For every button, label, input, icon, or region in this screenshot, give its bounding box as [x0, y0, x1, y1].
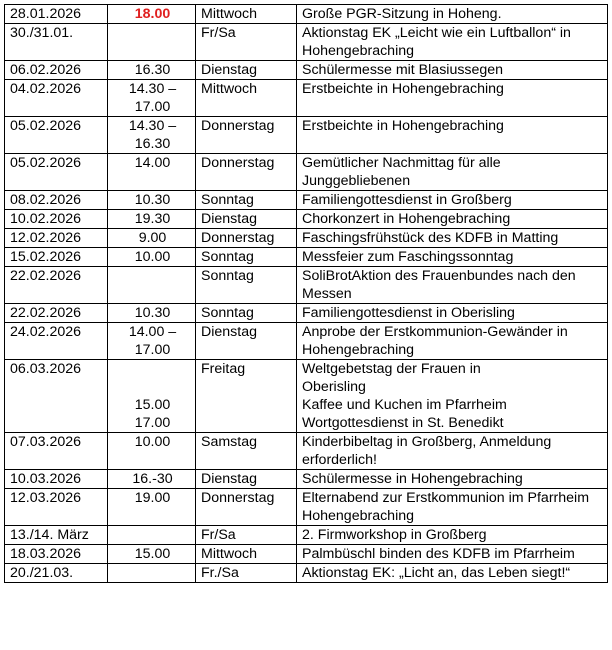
date-cell: 12.02.2026 — [5, 229, 108, 248]
time-cell: 14.30 – 16.30 — [108, 117, 196, 154]
time-cell: 10.00 — [108, 433, 196, 470]
date-cell: 04.02.2026 — [5, 80, 108, 117]
event-cell: Gemütlicher Nachmittag für alle Junggebliebenen — [297, 154, 608, 191]
date-cell: 07.03.2026 — [5, 433, 108, 470]
date-cell: 13./14. März — [5, 526, 108, 545]
date-cell: 10.02.2026 — [5, 210, 108, 229]
time-cell: 9.00 — [108, 229, 196, 248]
date-cell: 08.02.2026 — [5, 191, 108, 210]
time-cell — [108, 360, 196, 433]
time-cell: 10.30 — [108, 191, 196, 210]
table-row — [5, 24, 608, 61]
schedule-body — [5, 5, 608, 583]
event-cell: Große PGR-Sitzung in Hoheng. — [297, 5, 608, 24]
weekday-cell: Dienstag — [196, 470, 297, 489]
table-row — [5, 489, 608, 526]
weekday-cell: Dienstag — [196, 61, 297, 80]
date-cell: 06.03.2026 — [5, 360, 108, 433]
event-cell: Schülermesse mit Blasiussegen — [297, 61, 608, 80]
event-cell: Faschingsfrühstück des KDFB in Matting — [297, 229, 608, 248]
time-line: 17.00 — [134, 415, 171, 431]
table-row — [5, 360, 608, 433]
table-row — [5, 267, 608, 304]
time-line — [113, 378, 192, 396]
table-row — [5, 248, 608, 267]
time-cell — [108, 526, 196, 545]
time-cell: 10.30 — [108, 304, 196, 323]
table-row — [5, 526, 608, 545]
table-row — [5, 210, 608, 229]
table-row — [5, 304, 608, 323]
event-line: Weltgebetstag der Frauen in — [302, 361, 481, 377]
table-row — [5, 80, 608, 117]
event-cell: Aktionstag EK: „Licht an, das Leben siegt!“ — [297, 564, 608, 583]
event-cell: Palmbüschl binden des KDFB im Pfarrheim — [297, 545, 608, 564]
event-cell: Schülermesse in Hohengebraching — [297, 470, 608, 489]
table-row — [5, 229, 608, 248]
weekday-cell: Sonntag — [196, 248, 297, 267]
time-line: 15.00 — [134, 397, 171, 413]
event-line: Wortgottesdienst in St. Benedikt — [302, 415, 504, 431]
time-cell: 14.00 — [108, 154, 196, 191]
date-cell: 05.02.2026 — [5, 117, 108, 154]
date-cell: 22.02.2026 — [5, 267, 108, 304]
table-row — [5, 191, 608, 210]
date-cell: 18.03.2026 — [5, 545, 108, 564]
time-cell: 16.-30 — [108, 470, 196, 489]
event-cell: Messfeier zum Faschingssonntag — [297, 248, 608, 267]
weekday-cell: Dienstag — [196, 210, 297, 229]
time-cell: 18.00 — [108, 5, 196, 24]
event-cell: Elternabend zur Erstkommunion im Pfarrheim Hohengebraching — [297, 489, 608, 526]
event-cell: Erstbeichte in Hohengebraching — [297, 80, 608, 117]
date-cell: 12.03.2026 — [5, 489, 108, 526]
time-cell: 15.00 — [108, 545, 196, 564]
table-row — [5, 323, 608, 360]
table-row — [5, 117, 608, 154]
table-row — [5, 154, 608, 191]
table-row — [5, 564, 608, 583]
table-row — [5, 470, 608, 489]
date-cell: 30./31.01. — [5, 24, 108, 61]
table-row — [5, 5, 608, 24]
time-cell — [108, 564, 196, 583]
time-cell: 14.30 – 17.00 — [108, 80, 196, 117]
weekday-cell: Donnerstag — [196, 489, 297, 526]
weekday-cell: Fr/Sa — [196, 24, 297, 61]
weekday-cell: Sonntag — [196, 267, 297, 304]
weekday-cell: Samstag — [196, 433, 297, 470]
weekday-cell: Freitag — [196, 360, 297, 433]
weekday-cell: Dienstag — [196, 323, 297, 360]
schedule-table — [4, 4, 608, 583]
event-cell: Familiengottesdienst in Oberisling — [297, 304, 608, 323]
weekday-cell: Sonntag — [196, 191, 297, 210]
weekday-cell: Donnerstag — [196, 154, 297, 191]
table-row — [5, 433, 608, 470]
table-row — [5, 545, 608, 564]
weekday-cell: Sonntag — [196, 304, 297, 323]
weekday-cell: Donnerstag — [196, 117, 297, 154]
event-cell: Familiengottesdienst in Großberg — [297, 191, 608, 210]
time-cell: 10.00 — [108, 248, 196, 267]
time-cell: 19.00 — [108, 489, 196, 526]
event-cell: Erstbeichte in Hohengebraching — [297, 117, 608, 154]
weekday-cell: Donnerstag — [196, 229, 297, 248]
event-cell — [297, 360, 608, 433]
time-cell: 19.30 — [108, 210, 196, 229]
date-cell: 10.03.2026 — [5, 470, 108, 489]
event-line: Kaffee und Kuchen im Pfarrheim — [302, 397, 507, 413]
event-cell: Kinderbibeltag in Großberg, Anmeldung erforderlich! — [297, 433, 608, 470]
event-line: Oberisling — [302, 379, 366, 395]
date-cell: 28.01.2026 — [5, 5, 108, 24]
date-cell: 15.02.2026 — [5, 248, 108, 267]
date-cell: 06.02.2026 — [5, 61, 108, 80]
weekday-cell: Fr./Sa — [196, 564, 297, 583]
weekday-cell: Fr/Sa — [196, 526, 297, 545]
event-cell: Anprobe der Erstkommunion-Gewänder in Hohengebraching — [297, 323, 608, 360]
date-cell: 20./21.03. — [5, 564, 108, 583]
date-cell: 24.02.2026 — [5, 323, 108, 360]
date-cell: 05.02.2026 — [5, 154, 108, 191]
weekday-cell: Mittwoch — [196, 545, 297, 564]
weekday-cell: Mittwoch — [196, 5, 297, 24]
event-cell: Chorkonzert in Hohengebraching — [297, 210, 608, 229]
time-line — [113, 360, 192, 378]
time-cell — [108, 267, 196, 304]
weekday-cell: Mittwoch — [196, 80, 297, 117]
event-cell: SoliBrotAktion des Frauenbundes nach den Messen — [297, 267, 608, 304]
time-cell: 14.00 – 17.00 — [108, 323, 196, 360]
table-row — [5, 61, 608, 80]
event-cell: 2. Firmworkshop in Großberg — [297, 526, 608, 545]
time-cell — [108, 24, 196, 61]
time-cell: 16.30 — [108, 61, 196, 80]
date-cell: 22.02.2026 — [5, 304, 108, 323]
event-cell: Aktionstag EK „Leicht wie ein Luftballon“ in Hohengebraching — [297, 24, 608, 61]
